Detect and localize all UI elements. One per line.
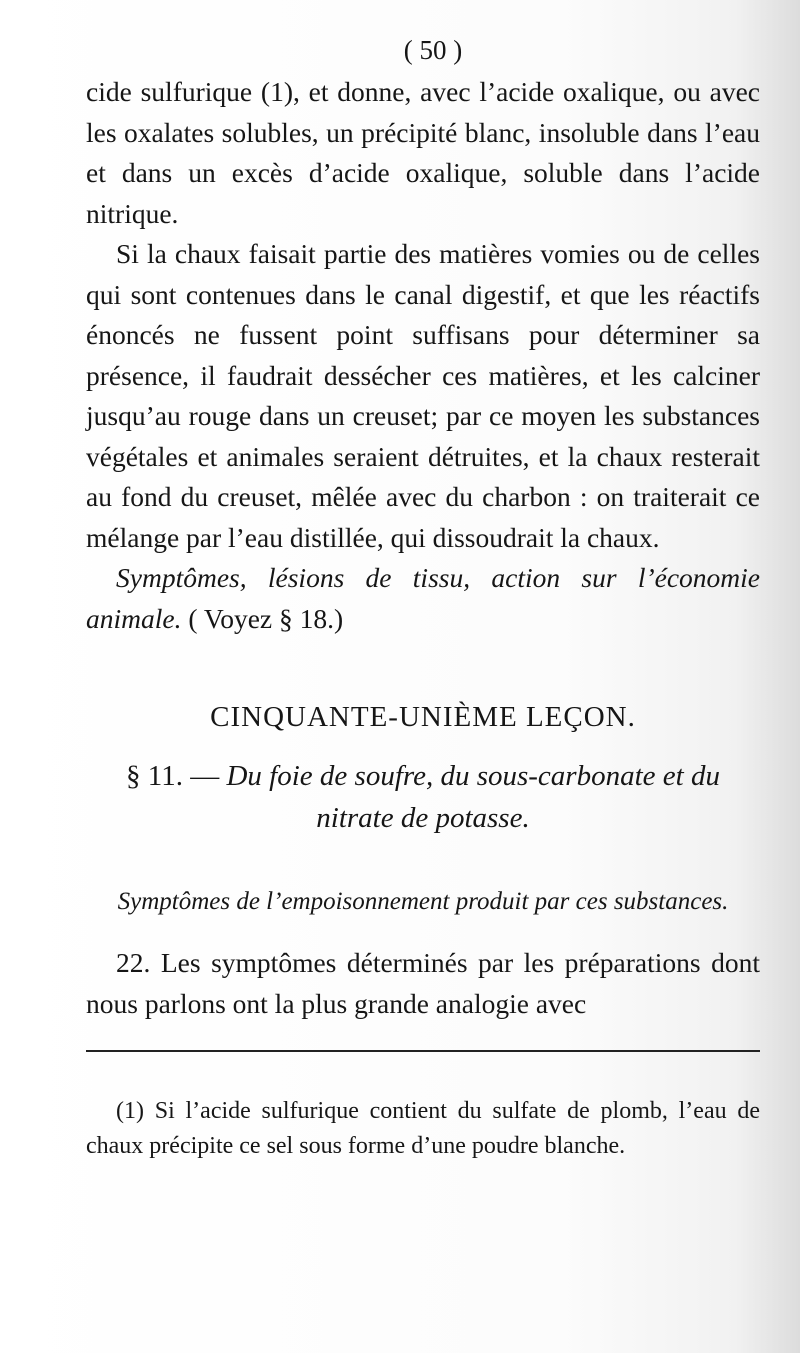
section-heading-title: Du foie de soufre, du sous-carbonate et du nitrate de potasse.: [226, 760, 720, 834]
body-text: [86, 72, 760, 639]
paragraph-22: 22. Les symptômes déterminés par les préparations dont nous parlons ont la plus grande analogie avec: [86, 947, 760, 1019]
symptomes-italic-text: Symptômes, lésions de tissu, action sur l’économie animale.: [86, 562, 760, 634]
lesson-title: CINQUANTE-UNIÈME LEÇON.: [210, 701, 636, 733]
footnote: (1) Si l’acide sulfurique contient du sulfate de plomb, l’eau de chaux précipite ce sel sous forme d’une poudre blanche.: [86, 1098, 760, 1159]
paragraph-symptomes-reference: [86, 558, 760, 639]
footnote-divider: [86, 1050, 760, 1052]
voyez-reference: ( Voyez § 18.): [181, 602, 344, 634]
page-number: ( 50 ): [403, 35, 463, 65]
section-number: § 11. —: [126, 760, 227, 792]
paragraph-chaux-calcination: Si la chaux faisait partie des matières vomies ou de celles qui sont contenues dans le canal digestif, et que les réactifs énoncés ne fussent point suffisans pour déterminer sa présence, il faudrait dessécher ces matières, et les calciner jusqu’au rouge dans un creuset; par ce moyen les substances végétales et animales seraient détruites, et la chaux resterait au fond du creuset, mêlée avec du charbon : on traiterait ce mélange par l’eau distillée, qui dissoudrait la chaux.: [86, 238, 760, 553]
section-heading: [86, 755, 760, 839]
body-text-continued: [86, 943, 760, 1024]
paragraph-acide-oxalique: cide sulfurique (1), et donne, avec l’acide oxalique, ou avec les oxalates solubles, un précipité blanc, insoluble dans l’eau et dans un excès d’acide oxalique, soluble dans l’acide nitrique.: [86, 76, 760, 229]
section-subheading: Symptômes de l’empoisonnement produit par ces substances.: [117, 888, 729, 915]
